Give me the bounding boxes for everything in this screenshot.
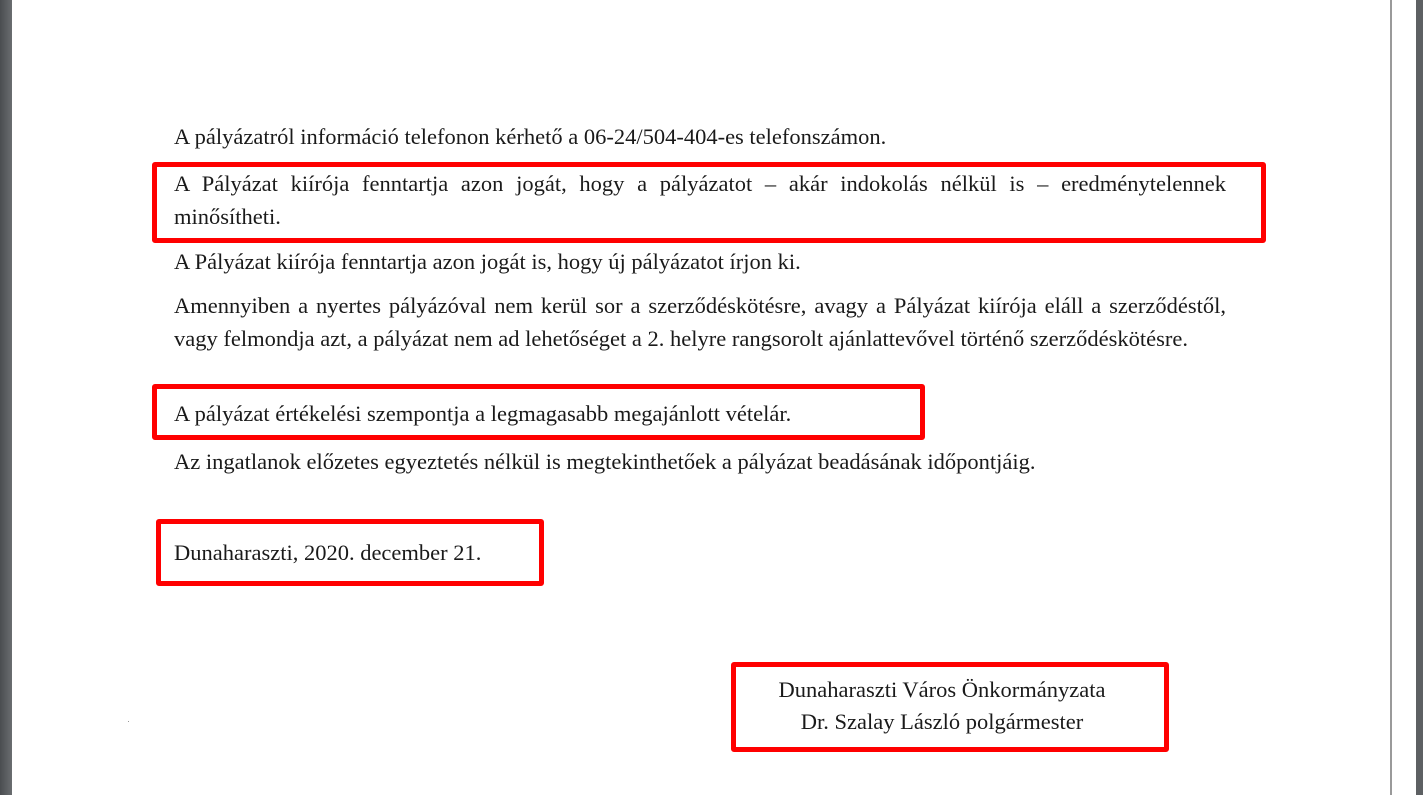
signature-signer: Dr. Szalay László polgármester [800, 709, 1084, 734]
page-right-border [1390, 0, 1392, 795]
paragraph-right-to-reissue: A Pályázat kiírója fenntartja azon jogát is, hogy új pályázatot írjon ki. [174, 249, 801, 274]
vertical-scrollbar[interactable] [1416, 0, 1423, 795]
paragraph-viewing-info: Az ingatlanok előzetes egyeztetés nélkül is megtekinthetőek a pályázat beadásának időpontjáig. [174, 449, 1036, 474]
viewer-left-margin [0, 0, 12, 795]
paragraph-phone-info: A pályázatról információ telefonon kérhető a 06-24/504-404-es telefonszámon. [174, 124, 887, 149]
document-page [12, 0, 1388, 795]
paragraph-contract-conditions: Amennyiben a nyertes pályázóval nem kerül sor a szerződéskötésre, avagy a Pályázat kiírója eláll a szerződéstől, vagy felmondja azt, a pályázat nem ad lehetőséget a 2. helyre rangsorolt ajánlattevővel történő szerződéskötésre. [174, 293, 1226, 351]
date-line: Dunaharaszti, 2020. december 21. [174, 540, 482, 565]
highlight-box-date [156, 519, 544, 586]
paragraph-evaluation-criteria: A pályázat értékelési szempontja a legmagasabb megajánlott vételár. [174, 401, 792, 426]
highlight-box-evaluation [152, 384, 925, 440]
signature-organization: Dunaharaszti Város Önkormányzata [778, 677, 1106, 702]
scan-speck [128, 721, 129, 722]
highlight-box-invalidation [152, 162, 1266, 243]
highlight-box-signature [731, 662, 1169, 752]
paragraph-right-to-invalidate: A Pályázat kiírója fenntartja azon jogát, hogy a pályázatot – akár indokolás nélkül is – eredménytelennek minősítheti. [174, 171, 1226, 229]
